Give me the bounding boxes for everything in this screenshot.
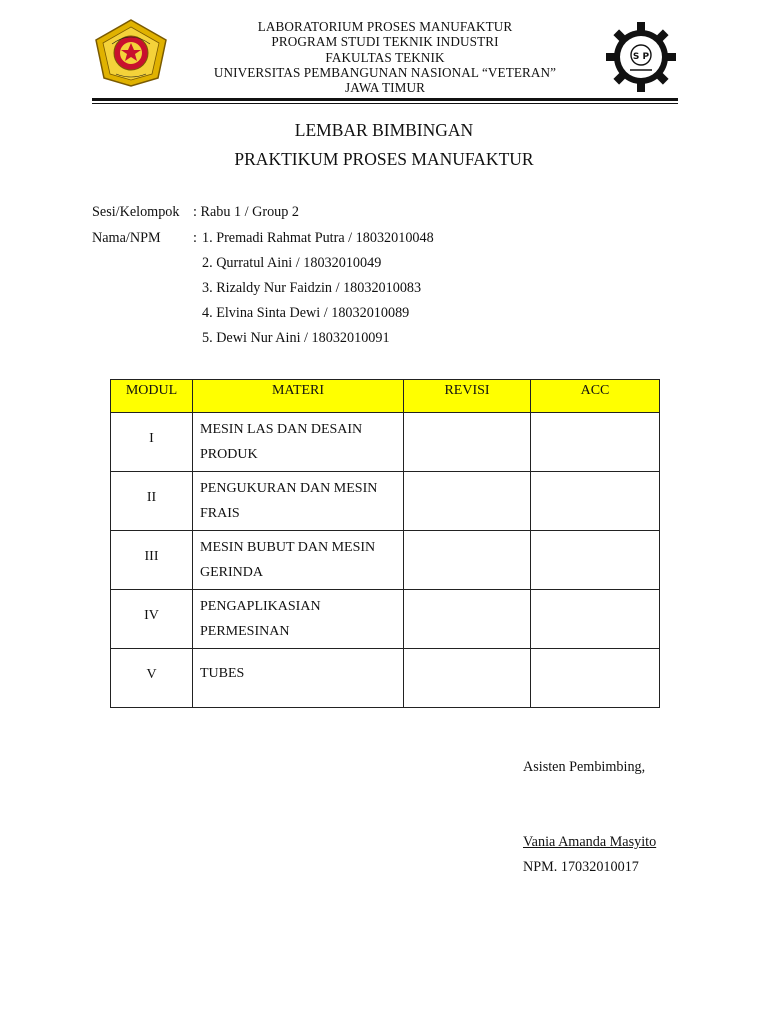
member-item: 1. Premadi Rahmat Putra / 18032010048 — [202, 230, 434, 246]
guidance-table — [110, 379, 660, 708]
materi-cell — [193, 472, 404, 531]
member-row-1 — [0, 229, 768, 247]
materi-line: PRODUK — [200, 447, 258, 462]
modul-cell: II — [111, 472, 193, 531]
signature-name: Vania Amanda Masyito — [523, 834, 657, 850]
revisi-cell[interactable] — [404, 472, 531, 531]
revisi-cell[interactable] — [404, 413, 531, 472]
acc-cell[interactable] — [531, 413, 660, 472]
signature-role: Asisten Pembimbing, — [523, 759, 646, 775]
acc-cell[interactable] — [531, 531, 660, 590]
materi-cell — [193, 531, 404, 590]
materi-cell — [193, 413, 404, 472]
revisi-cell[interactable] — [404, 531, 531, 590]
revisi-cell[interactable] — [404, 590, 531, 649]
member-row-3 — [0, 279, 768, 297]
table-row — [111, 590, 660, 649]
member-item: 4. Elvina Sinta Dewi / 18032010089 — [202, 305, 410, 321]
member-item: 2. Qurratul Aini / 18032010049 — [202, 255, 382, 271]
institution-header — [180, 19, 590, 95]
member-row-2 — [0, 254, 768, 272]
modul-cell: V — [111, 649, 193, 708]
acc-cell[interactable] — [531, 472, 660, 531]
header-acc: ACC — [531, 380, 660, 413]
materi-line: FRAIS — [200, 506, 240, 521]
session-value: : Rabu 1 / Group 2 — [193, 204, 300, 220]
materi-line: PENGUKURAN DAN MESIN — [200, 481, 378, 496]
header-divider-thin — [92, 103, 678, 104]
table-row — [111, 531, 660, 590]
materi-line: PERMESINAN — [200, 624, 290, 639]
member-item: 3. Rizaldy Nur Faidzin / 18032010083 — [202, 280, 422, 296]
member-row-4 — [0, 304, 768, 322]
modul-cell: IV — [111, 590, 193, 649]
materi-line: GERINDA — [200, 565, 263, 580]
header-line-faculty: FAKULTAS TEKNIK — [325, 49, 445, 65]
document-subtitle: PRAKTIKUM PROSES MANUFAKTUR — [234, 149, 534, 169]
session-row — [0, 203, 768, 221]
header-line-lab: LABORATORIUM PROSES MANUFAKTUR — [257, 19, 513, 34]
session-label: Sesi/Kelompok — [92, 204, 180, 220]
materi-line: TUBES — [200, 666, 245, 681]
materi-line: MESIN BUBUT DAN MESIN — [200, 540, 376, 555]
materi-cell — [193, 590, 404, 649]
header-modul: MODUL — [111, 380, 193, 413]
signature-npm: NPM. 17032010017 — [523, 859, 639, 875]
document-title: LEMBAR BIMBINGAN — [294, 120, 474, 140]
member-item: 5. Dewi Nur Aini / 18032010091 — [202, 330, 390, 346]
table-header-row — [111, 380, 660, 413]
member-row-5 — [0, 329, 768, 347]
header-line-program: PROGRAM STUDI TEKNIK INDUSTRI — [271, 34, 499, 50]
materi-cell — [193, 649, 404, 708]
modul-cell: I — [111, 413, 193, 472]
header-revisi: REVISI — [404, 380, 531, 413]
university-logo — [92, 18, 170, 88]
name-colon: : — [193, 230, 197, 246]
header-line-province: JAWA TIMUR — [345, 80, 425, 96]
header-line-university: UNIVERSITAS PEMBANGUNAN NASIONAL “VETERAN” — [213, 64, 557, 80]
table-row — [111, 472, 660, 531]
name-label: Nama/NPM — [92, 230, 161, 246]
header-materi: MATERI — [193, 380, 404, 413]
materi-line: MESIN LAS DAN DESAIN — [200, 422, 363, 437]
table-row — [111, 649, 660, 708]
laboratory-logo — [606, 22, 676, 92]
acc-cell[interactable] — [531, 590, 660, 649]
materi-line: PENGAPLIKASIAN — [200, 599, 321, 614]
revisi-cell[interactable] — [404, 649, 531, 708]
acc-cell[interactable] — [531, 649, 660, 708]
modul-cell: III — [111, 531, 193, 590]
header-divider — [92, 98, 678, 101]
table-row — [111, 413, 660, 472]
svg-text:S P: S P — [632, 52, 650, 62]
